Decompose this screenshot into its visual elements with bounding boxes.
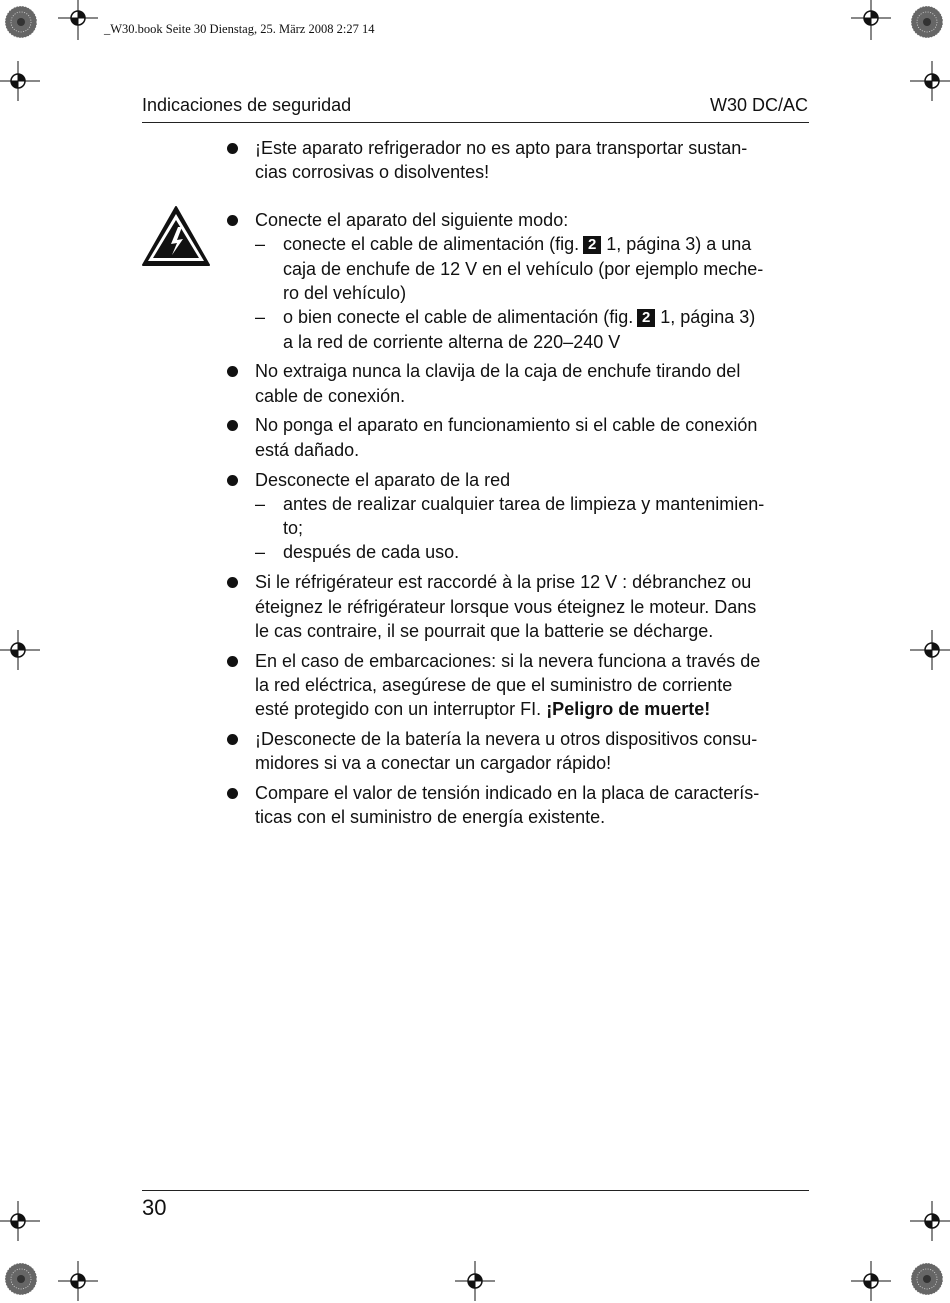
crosshair-registration-mark-icon xyxy=(0,61,40,101)
text-line: No extraiga nunca la clavija de la caja de enchufe tirando del xyxy=(255,361,741,382)
crosshair-registration-mark-icon xyxy=(0,1201,40,1241)
text-line: No ponga el aparato en funcionamiento si el cable de conexión xyxy=(255,415,758,436)
text-line: ¡Este aparato refrigerador no es apto para transportar sustan- xyxy=(255,138,748,158)
text-line: – después de cada uso. xyxy=(283,542,460,563)
list-item xyxy=(221,468,811,565)
list-item xyxy=(221,781,811,830)
list-item xyxy=(221,649,811,722)
model-name: W30 DC/AC xyxy=(709,95,808,115)
footer-rule xyxy=(142,1190,809,1191)
electrical-hazard-warning-icon xyxy=(141,205,211,267)
crosshair-registration-mark-icon xyxy=(58,0,98,40)
text-line: to; xyxy=(283,518,304,539)
print-info: _W30.book Seite 30 Dienstag, 25. März 2008 2:27 14 xyxy=(104,22,375,36)
header-rule xyxy=(142,122,809,123)
sub-item xyxy=(255,492,811,541)
page-number: 30 xyxy=(142,1195,167,1220)
text-line: cias corrosivas o disolventes! xyxy=(255,162,490,183)
text-line: está dañado. xyxy=(255,439,360,460)
text-line: ro del vehículo) xyxy=(283,282,407,303)
text-line: la red eléctrica, asegúrese de que el suministro de corriente xyxy=(255,674,733,695)
crosshair-registration-mark-icon xyxy=(455,1261,495,1301)
text-line: midores si va a conectar un cargador rápido! xyxy=(255,753,612,774)
text-line: ¡Desconecte de la batería la nevera u otros dispositivos consu- xyxy=(255,729,758,750)
safety-list xyxy=(221,136,811,835)
text-line: caja de enchufe de 12 V en el vehículo (por ejemplo meche- xyxy=(283,258,764,279)
section-title: Indicaciones de seguridad xyxy=(142,95,352,115)
printer-rosette-mark-icon xyxy=(910,5,944,39)
text-fragment: 1, página 3) xyxy=(660,307,756,328)
crosshair-registration-mark-icon xyxy=(910,630,950,670)
list-item xyxy=(221,570,811,643)
danger-warning-text: ¡Peligro de muerte! xyxy=(546,699,711,720)
text-line: ticas con el suministro de energía existente. xyxy=(255,807,606,828)
list-item xyxy=(221,208,811,354)
text-line: éteignez le réfrigérateur lorsque vous éteignez le moteur. Dans xyxy=(255,596,757,617)
text-line: Conecte el aparato del siguiente modo: xyxy=(255,210,569,231)
text-line: Desconecte el aparato de la red xyxy=(255,469,511,490)
crosshair-registration-mark-icon xyxy=(0,630,40,670)
text-fragment: conecte el cable de alimentación (fig. xyxy=(283,234,580,255)
list-item xyxy=(221,359,811,408)
text-fragment: esté protegido con un interruptor FI. xyxy=(255,699,542,720)
text-line xyxy=(283,232,811,256)
list-item xyxy=(221,727,811,776)
figure-reference-badge: 2 xyxy=(637,309,655,327)
printer-rosette-mark-icon xyxy=(4,1262,38,1296)
text-line: a la red de corriente alterna de 220–240 V xyxy=(283,331,621,352)
text-line xyxy=(283,305,811,329)
list-item xyxy=(221,136,811,185)
text-line: Compare el valor de tensión indicado en la placa de caracterís- xyxy=(255,783,760,804)
crosshair-registration-mark-icon xyxy=(851,0,891,40)
crosshair-registration-mark-icon xyxy=(851,1261,891,1301)
crosshair-registration-mark-icon xyxy=(910,1201,950,1241)
sub-item xyxy=(255,305,811,354)
printer-rosette-mark-icon xyxy=(910,1262,944,1296)
text-line xyxy=(255,697,811,721)
printer-rosette-mark-icon xyxy=(4,5,38,39)
text-line: cable de conexión. xyxy=(255,385,406,406)
text-fragment: 1, página 3) a una xyxy=(606,234,752,255)
sub-item xyxy=(255,540,811,564)
list-item xyxy=(221,413,811,462)
crosshair-registration-mark-icon xyxy=(910,61,950,101)
text-line: Si le réfrigérateur est raccordé à la prise 12 V : débranchez ou xyxy=(255,572,752,593)
sub-item xyxy=(255,232,811,305)
crosshair-registration-mark-icon xyxy=(58,1261,98,1301)
text-line: En el caso de embarcaciones: si la nevera funciona a través de xyxy=(255,650,761,671)
text-fragment: o bien conecte el cable de alimentación (fig. xyxy=(283,307,634,328)
text-line: le cas contraire, il se pourrait que la batterie se décharge. xyxy=(255,620,714,641)
text-line: – antes de realizar cualquier tarea de limpieza y mantenimien- xyxy=(283,493,765,514)
figure-reference-badge: 2 xyxy=(583,236,601,254)
